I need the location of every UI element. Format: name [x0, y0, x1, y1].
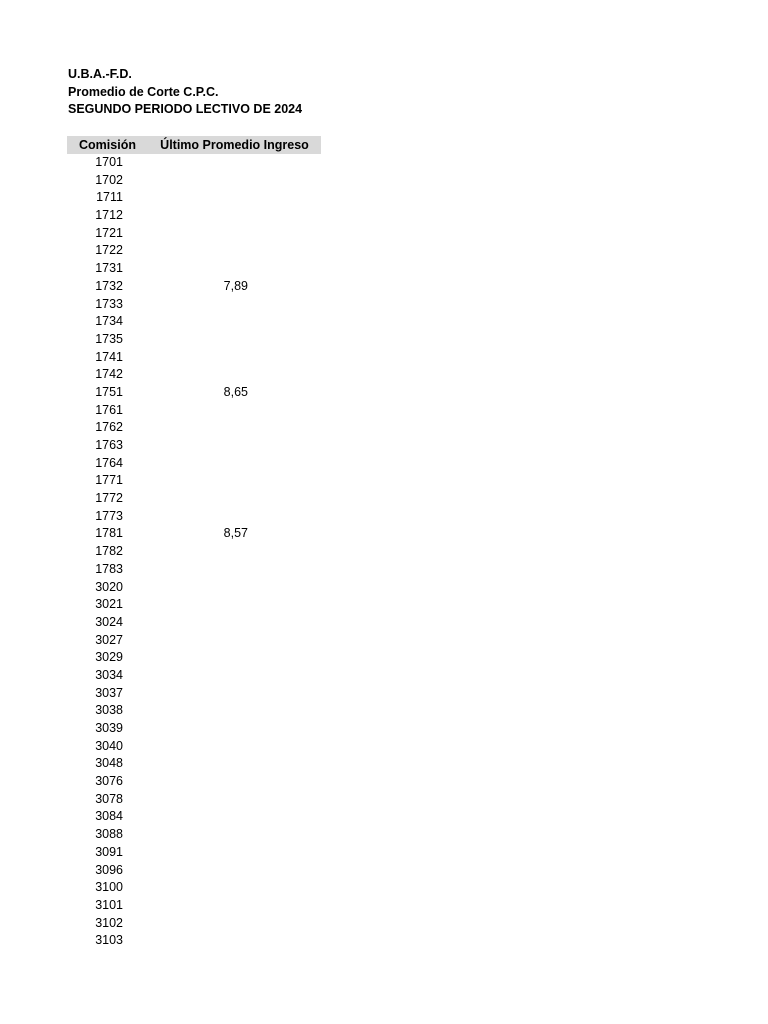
commission-cell: 3039	[95, 721, 123, 735]
table-row	[67, 879, 321, 897]
table-row	[67, 649, 321, 667]
commission-cell: 3088	[95, 827, 123, 842]
table-row	[67, 455, 321, 473]
commission-cell: 1733	[95, 296, 123, 311]
table-row	[67, 596, 321, 614]
table-row	[67, 154, 321, 172]
commission-cell: 3038	[95, 703, 123, 718]
last-average-cell	[123, 862, 248, 880]
table-row	[67, 225, 321, 243]
last-average-cell: 8,65	[223, 384, 248, 399]
table-row	[67, 260, 321, 278]
commission-cell: 3024	[95, 614, 123, 629]
table-row	[67, 366, 321, 384]
commission-cell: 1731	[95, 261, 123, 276]
commission-cell: 3101	[95, 897, 123, 912]
commission-cell: 1762	[95, 420, 123, 435]
last-average-cell	[123, 349, 248, 367]
table-header-row	[67, 136, 321, 154]
commission-cell: 1711	[96, 190, 123, 205]
last-average-cell	[123, 189, 248, 207]
table-row	[67, 172, 321, 190]
last-average-cell	[123, 596, 248, 614]
last-average-cell	[123, 808, 248, 826]
table-row	[67, 331, 321, 349]
commission-cell: 3096	[95, 862, 123, 877]
last-average-cell	[123, 685, 248, 703]
last-average-cell	[123, 915, 248, 933]
table-row	[67, 313, 321, 331]
commission-cell: 1763	[95, 438, 123, 452]
last-average-cell	[123, 579, 248, 597]
table-row	[67, 543, 321, 561]
commission-cell: 3103	[95, 933, 123, 948]
last-average-cell	[123, 154, 248, 172]
commission-cell: 3102	[95, 915, 123, 930]
last-average-cell	[123, 773, 248, 791]
column-header-last-average: Último Promedio Ingreso	[160, 138, 309, 152]
last-average-cell	[123, 791, 248, 809]
table-row	[67, 296, 321, 314]
table-row	[67, 278, 321, 296]
commission-cell: 3078	[95, 791, 123, 806]
period-title: SEGUNDO PERIODO LECTIVO DE 2024	[68, 102, 303, 117]
table-row	[67, 755, 321, 773]
commission-cell: 1735	[95, 331, 123, 346]
last-average-cell: 8,57	[223, 526, 248, 541]
commission-cell: 3100	[95, 880, 123, 895]
table-row	[67, 897, 321, 915]
last-average-cell	[123, 172, 248, 190]
table-row	[67, 384, 321, 402]
table-row	[67, 808, 321, 826]
table-row	[67, 826, 321, 844]
last-average-cell	[123, 667, 248, 685]
table-row	[67, 579, 321, 597]
last-average-cell	[123, 755, 248, 773]
table-row	[67, 932, 321, 950]
last-average-cell	[123, 313, 248, 331]
last-average-cell	[123, 879, 248, 897]
commission-cell: 3040	[95, 738, 123, 753]
last-average-cell	[123, 826, 248, 844]
table-row	[67, 349, 321, 367]
table-row	[67, 490, 321, 508]
commission-cell: 1771	[95, 473, 123, 488]
last-average-cell	[123, 649, 248, 667]
table-row	[67, 791, 321, 809]
commission-cell: 1773	[95, 508, 123, 523]
document-header	[68, 66, 302, 119]
last-average-cell	[123, 508, 248, 526]
last-average-cell	[123, 932, 248, 950]
table-row	[67, 207, 321, 225]
table-row	[67, 508, 321, 526]
table-row	[67, 685, 321, 703]
table-body	[67, 154, 321, 950]
last-average-cell	[123, 225, 248, 243]
last-average-cell	[123, 720, 248, 738]
commission-cell: 3091	[95, 844, 123, 859]
last-average-cell	[123, 702, 248, 720]
table-row	[67, 242, 321, 260]
last-average-cell	[123, 543, 248, 561]
table-row	[67, 844, 321, 862]
table-row	[67, 437, 321, 455]
last-average-cell	[123, 366, 248, 384]
commission-cell: 3037	[95, 685, 123, 700]
commission-cell: 1702	[95, 172, 123, 187]
last-average-cell	[123, 632, 248, 650]
institution-title: U.B.A.-F.D.	[68, 67, 132, 81]
commission-cell: 1721	[95, 225, 123, 240]
commission-cell: 1722	[95, 243, 123, 258]
commission-cell: 1751	[95, 384, 123, 399]
table-row	[67, 702, 321, 720]
last-average-cell	[123, 296, 248, 314]
commission-cell: 3076	[95, 774, 123, 789]
table-row	[67, 738, 321, 756]
commission-cell: 1772	[95, 491, 123, 506]
table-row	[67, 915, 321, 933]
commission-cell: 1734	[95, 314, 123, 329]
table-row	[67, 667, 321, 685]
table-row	[67, 419, 321, 437]
commission-cell: 3027	[95, 632, 123, 647]
commission-cell: 3034	[95, 667, 123, 682]
commission-cell: 3084	[95, 809, 123, 824]
last-average-cell	[123, 242, 248, 260]
commission-cell: 1783	[95, 561, 123, 576]
commission-cell: 3020	[95, 579, 123, 594]
commission-cell: 3048	[95, 756, 123, 771]
last-average-cell	[123, 437, 248, 455]
commission-cell: 1781	[95, 526, 123, 541]
commission-cell: 1742	[95, 367, 123, 382]
table-row	[67, 614, 321, 632]
last-average-cell	[123, 472, 248, 490]
last-average-cell	[123, 897, 248, 915]
commission-table	[67, 136, 321, 950]
last-average-cell	[123, 490, 248, 508]
last-average-cell	[123, 260, 248, 278]
commission-cell: 1701	[95, 155, 123, 169]
commission-cell: 1741	[95, 349, 123, 364]
table-row	[67, 525, 321, 543]
table-row	[67, 189, 321, 207]
last-average-cell	[123, 614, 248, 632]
table-row	[67, 862, 321, 880]
commission-cell: 1782	[95, 544, 123, 559]
last-average-cell	[123, 402, 248, 420]
last-average-cell	[123, 331, 248, 349]
commission-cell: 1764	[95, 455, 123, 470]
table-row	[67, 632, 321, 650]
last-average-cell	[123, 419, 248, 437]
table-row	[67, 773, 321, 791]
last-average-cell: 7,89	[223, 278, 248, 293]
column-header-commission: Comisión	[79, 138, 136, 152]
last-average-cell	[123, 738, 248, 756]
table-row	[67, 561, 321, 579]
last-average-cell	[123, 844, 248, 862]
table-row	[67, 402, 321, 420]
commission-cell: 1712	[95, 208, 123, 223]
table-row	[67, 472, 321, 490]
last-average-cell	[123, 207, 248, 225]
table-row	[67, 720, 321, 738]
last-average-cell	[123, 455, 248, 473]
document-subtitle: Promedio de Corte C.P.C.	[68, 84, 219, 99]
commission-cell: 1761	[95, 402, 123, 417]
commission-cell: 3021	[95, 597, 123, 612]
commission-cell: 3029	[95, 650, 123, 665]
last-average-cell	[123, 561, 248, 579]
commission-cell: 1732	[95, 278, 123, 293]
